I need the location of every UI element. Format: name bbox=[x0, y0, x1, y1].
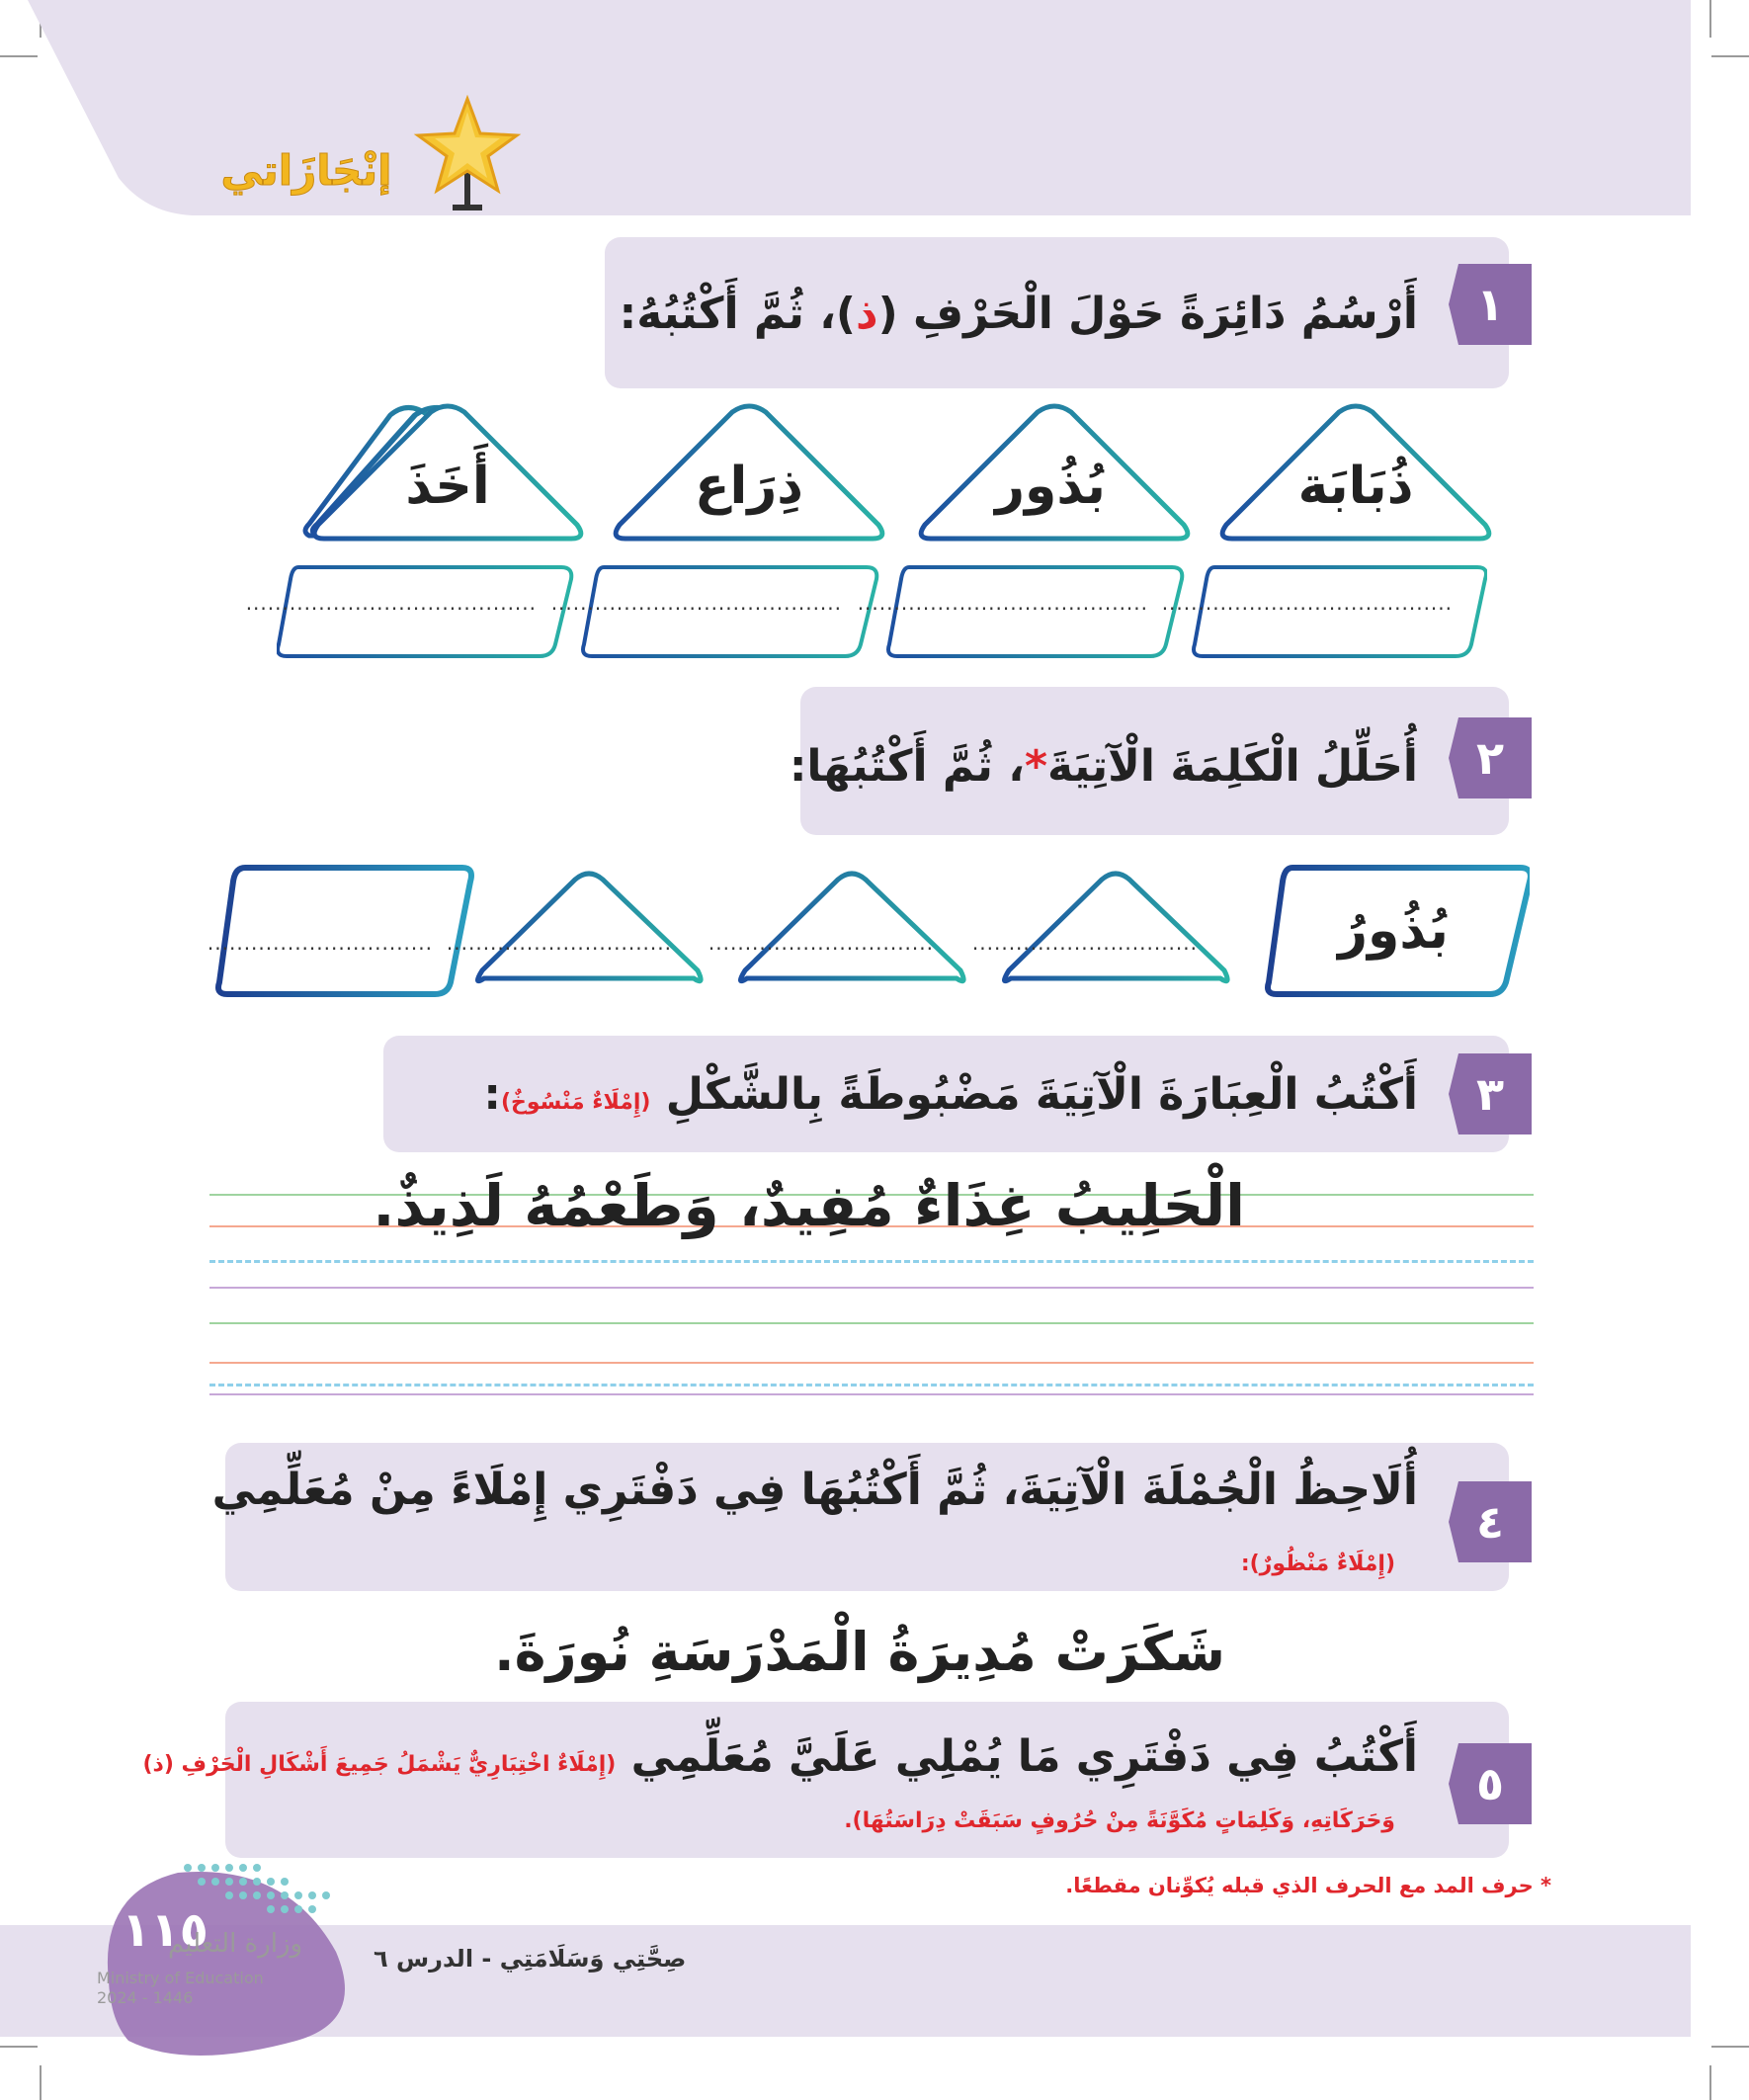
q1-word: ذِرَاع bbox=[695, 457, 803, 516]
footnote: * حرف المد مع الحرف الذي قبله يُكوِّنان مقطعًا. bbox=[1065, 1874, 1551, 1897]
q2-word: بُذُورُ bbox=[1338, 901, 1449, 961]
ministry-name-en: Ministry of Education bbox=[97, 1969, 264, 1987]
q1-word: أَخَذَ bbox=[405, 457, 490, 516]
crop-mark bbox=[1709, 0, 1711, 38]
question-3-text: أَكْتُبُ الْعِبَارَةَ الْآتِيَةَ مَضْبُوطَةً بِالشَّكْلِ (إِمْلَاءٌ مَنْسُوخٌ): bbox=[483, 1069, 1418, 1120]
crop-mark bbox=[0, 2046, 38, 2048]
writing-line bbox=[209, 1322, 1534, 1324]
question-4-note: (إِمْلَاءٌ مَنْظُورٌ): bbox=[1240, 1552, 1395, 1576]
answer-blank[interactable]: ........................................ bbox=[857, 591, 1148, 615]
answer-blank[interactable]: ........................................ bbox=[550, 591, 842, 615]
ministry-name-ar: وزارة التعليم bbox=[168, 1929, 303, 1959]
crop-mark bbox=[1709, 2065, 1711, 2100]
writing-line bbox=[209, 1384, 1534, 1386]
question-number-badge: ٢ bbox=[1445, 714, 1536, 802]
answer-blank[interactable]: ........................................ bbox=[245, 591, 537, 615]
question-5-text: أَكْتُبُ فِي دَفْتَرِي مَا يُمْلِي عَلَيَّ مُعَلِّمِي (إِمْلَاءٌ اخْتِبَارِيٌّ يَشْمَلُ جَمِيعَ أَشْكَالِ الْحَرْفِ (ذ) bbox=[142, 1731, 1418, 1782]
answer-blank[interactable]: ........................................ bbox=[1161, 591, 1453, 615]
answer-blank[interactable]: ............................... bbox=[207, 931, 433, 955]
answer-blank[interactable]: ............................... bbox=[971, 931, 1198, 955]
answer-blank[interactable]: ............................... bbox=[446, 931, 672, 955]
question-number-badge: ٣ bbox=[1445, 1050, 1536, 1138]
writing-line bbox=[209, 1260, 1534, 1263]
question-number-badge: ١ bbox=[1445, 260, 1536, 349]
writing-line bbox=[209, 1393, 1534, 1395]
page-number: ١١٥ bbox=[122, 1902, 208, 1958]
writing-line bbox=[209, 1362, 1534, 1364]
question-number-badge: ٤ bbox=[1445, 1477, 1536, 1566]
star-icon bbox=[413, 94, 522, 217]
q1-word: بُذُور bbox=[995, 457, 1106, 516]
crop-mark bbox=[1711, 2046, 1749, 2048]
question-1-text: أَرْسُمُ دَائِرَةً حَوْلَ الْحَرْفِ (ذ)، ثُمَّ أَكْتُبُهُ: bbox=[619, 289, 1418, 339]
answer-blank[interactable]: ............................... bbox=[708, 931, 934, 955]
question-2-text: أُحَلِّلُ الْكَلِمَةَ الْآتِيَةَ*، ثُمَّ أَكْتُبُهَا: bbox=[789, 741, 1418, 792]
page-title: إنْجَازَاتي bbox=[220, 146, 392, 195]
question-5-note: وَحَرَكَاتِهِ، وَكَلِمَاتٍ مُكَوَّنَةً مِنْ حُرُوفٍ سَبَقَتْ دِرَاسَتُهَا). bbox=[844, 1808, 1395, 1833]
lesson-title: صِحَّتِي وَسَلَامَتِي - الدرس ٦ bbox=[374, 1945, 687, 1973]
q1-word: ذُبَابَة bbox=[1297, 457, 1414, 516]
crop-mark bbox=[1711, 55, 1749, 57]
writing-line bbox=[209, 1287, 1534, 1289]
question-number-badge: ٥ bbox=[1445, 1739, 1536, 1828]
year: 2024 - 1446 bbox=[97, 1988, 194, 2007]
question-4-text: أُلَاحِظُ الْجُمْلَةَ الْآتِيَةَ، ثُمَّ أَكْتُبُهَا فِي دَفْتَرِي إِمْلَاءً مِنْ مُعَلِّمِي bbox=[211, 1465, 1418, 1515]
q4-sentence: شَكَرَتْ مُدِيرَةُ الْمَدْرَسَةِ نُورَةَ. bbox=[494, 1621, 1225, 1683]
q3-sentence: الْحَلِيبُ غِذَاءٌ مُفِيدٌ، وَطَعْمُهُ لَذِيذٌ. bbox=[373, 1172, 1245, 1239]
